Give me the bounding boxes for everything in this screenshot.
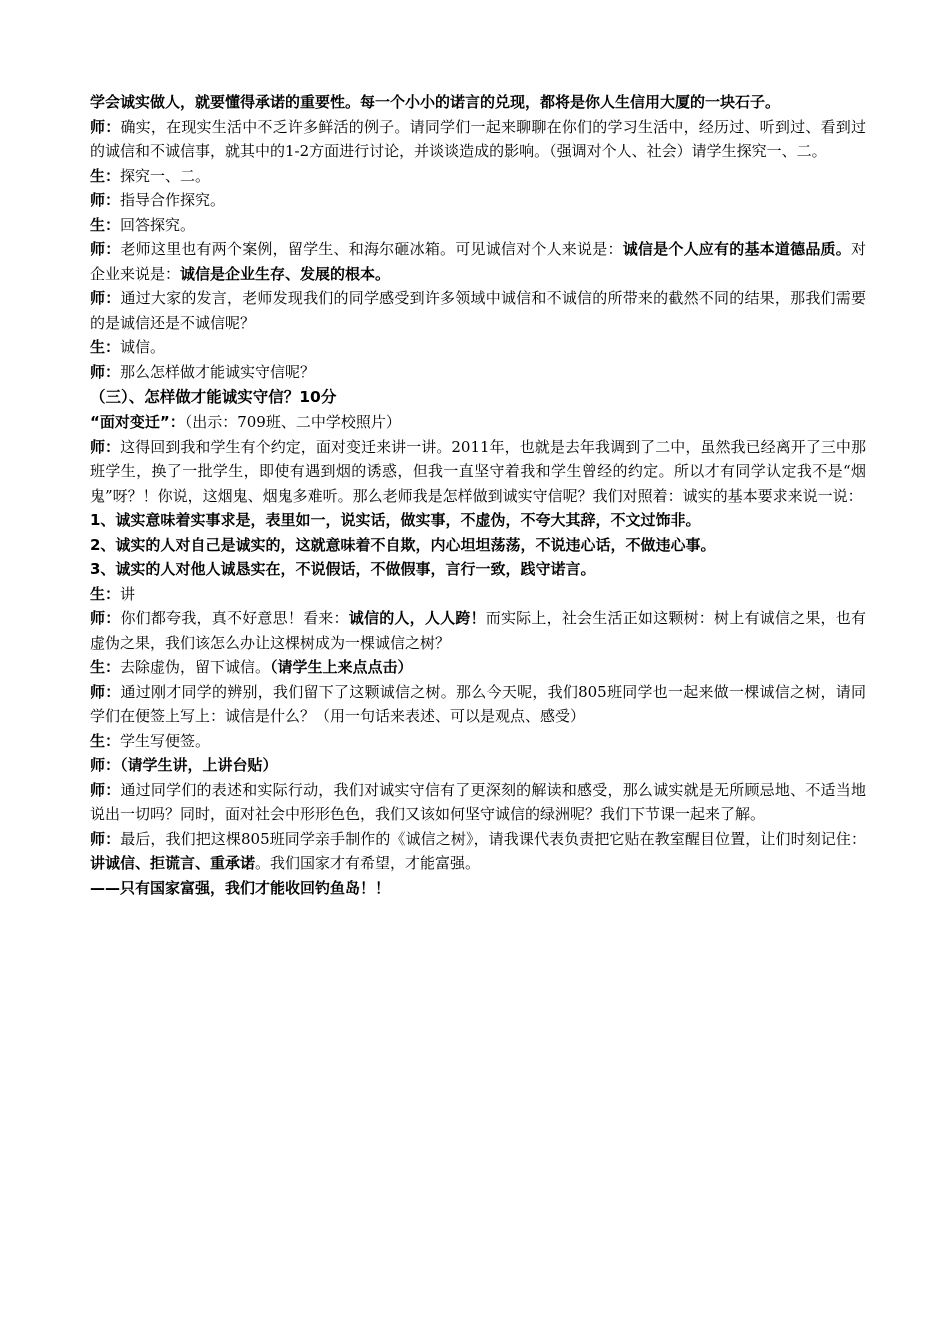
- bold-text: 2、诚实的人对自己是诚实的，这就意味着不自欺，内心坦坦荡荡，不说违心话，不做违心事。: [90, 535, 716, 554]
- paragraph: [90, 213, 866, 238]
- paragraph: [90, 286, 866, 335]
- paragraph: [90, 778, 866, 827]
- body-text: 你们都夸我，真不好意思！看来：: [120, 609, 349, 627]
- paragraph: [90, 582, 866, 607]
- bold-text: （请学生上来点点击）: [270, 658, 413, 676]
- body-text: 那么怎样做才能诚实守信呢？: [120, 362, 316, 381]
- body-text: 老师这里也有两个案例，留学生、和海尔砸冰箱。可见诚信对个人来说是：: [120, 240, 623, 258]
- body-text: 讲: [120, 584, 136, 603]
- body-text: 最后，我们把这棵805班同学亲手制作的《诚信之树》，请我课代表负责把它贴在教室醒目位置，让们时刻记住：: [120, 829, 866, 848]
- bold-text: 师：: [90, 191, 121, 209]
- bold-text: 诚信的人，人人跨！: [348, 609, 486, 627]
- bold-text: 生：: [90, 731, 121, 750]
- body-text: 。我们国家才有希望，才能富强。: [255, 854, 481, 872]
- bold-text: 1、诚实意味着实事求是，表里如一，说实话，做实事，不虚伪，不夸大其辞，不文过饰非。: [90, 511, 701, 529]
- paragraph: [90, 360, 866, 385]
- bold-text: 诚信是个人应有的基本道德品质。: [622, 240, 851, 258]
- body-text: （出示：709班、二中学校照片）: [184, 413, 401, 431]
- bold-text: 生：: [90, 658, 121, 676]
- paragraph: [90, 508, 866, 533]
- paragraph: [90, 655, 866, 680]
- bold-text: 师：: [90, 829, 121, 848]
- bold-text: 生：: [90, 584, 121, 603]
- paragraph: [90, 680, 866, 729]
- bold-text: 生：: [90, 338, 121, 356]
- bold-text: 3、诚实的人对他人诚恳实在，不说假话，不做假事，言行一致，践守诺言。: [90, 560, 596, 578]
- bold-text: 学会诚实做人，就要懂得承诺的重要性。每一个小小的诺言的兑现，都将是你人生信用大厦的一块石子。: [90, 93, 781, 111]
- document-body: [90, 90, 866, 900]
- bold-text: 诚信是企业生存、发展的根本。: [180, 264, 391, 283]
- body-text: 诚信。: [120, 338, 166, 356]
- paragraph: [90, 90, 866, 115]
- bold-text: 师：: [90, 240, 121, 258]
- paragraph: [90, 606, 866, 655]
- body-text: 而实际上，社会生活正如这颗树：树上有诚信之果，也有虚伪之果，我们该怎么办让这棵树成为一棵诚信之树？: [90, 609, 866, 652]
- bold-text: 生：: [90, 166, 121, 185]
- paragraph: [90, 876, 866, 901]
- bold-text: 生：: [90, 215, 121, 234]
- paragraph: [90, 557, 866, 582]
- bold-text: （三）、怎样做才能诚实守信？10分: [90, 388, 337, 406]
- bold-text: 师：: [90, 780, 121, 799]
- paragraph: [90, 237, 866, 286]
- body-text: 通过刚才同学的辨别，我们留下了这颗诚信之树。那么今天呢，我们805班同学也一起来做一棵诚信之树，请同学们在便签上写上：诚信是什么？（用一句话来表述、可以是观点、感受）: [90, 682, 866, 725]
- body-text: 探究一、二。: [120, 166, 211, 185]
- bold-text: 师：: [90, 437, 121, 456]
- paragraph: [90, 335, 866, 360]
- body-text: 通过大家的发言，老师发现我们的同学感受到许多领域中诚信和不诚信的所带来的截然不同的结果，那我们需要的是诚信还是不诚信呢？: [90, 289, 866, 332]
- body-text: 对企业来说是：: [90, 240, 866, 283]
- bold-text: 师：: [90, 289, 121, 307]
- paragraph: [90, 729, 866, 754]
- paragraph: [90, 164, 866, 189]
- body-text: 去除虚伪，留下诚信。: [120, 658, 271, 676]
- bold-text: 讲诚信、拒谎言、重承诺: [90, 854, 256, 872]
- paragraph: [90, 435, 866, 509]
- paragraph: [90, 533, 866, 558]
- body-text: 这得回到我和学生有个约定，面对变迁来讲一讲。2011年，也就是去年我调到了二中，虽然我已经离开了三中那班学生，换了一批学生，即使有遇到烟的诱惑，但我一直坚守着我和学生曾经的约定。所以才有同学认定我不是“烟鬼”呀？！你说，这烟鬼、烟鬼多难听。那么老师我是怎样做到诚实守信呢？我们对照着：诚实的基本要求来说一说：: [90, 437, 866, 505]
- bold-text: 师：: [90, 362, 121, 381]
- body-text: 确实，在现实生活中不乏许多鲜活的例子。请同学们一起来聊聊在你们的学习生活中，经历过、听到过、看到过的诚信和不诚信事，就其中的1-2方面进行讨论，并谈谈造成的影响。（强调对个人、社会）请学生探究一、二。: [90, 117, 866, 160]
- body-text: 指导合作探究。: [120, 191, 226, 209]
- paragraph: [90, 188, 866, 213]
- bold-text: ——只有国家富强，我们才能收回钓鱼岛！！: [90, 878, 391, 897]
- body-text: 回答探究。: [120, 215, 196, 234]
- paragraph: [90, 410, 866, 435]
- bold-text: 师：: [90, 609, 121, 627]
- bold-text: 师：（请学生讲，上讲台贴）: [90, 756, 278, 774]
- paragraph: [90, 115, 866, 164]
- section-heading: [90, 384, 866, 410]
- bold-text: 师：: [90, 682, 121, 701]
- body-text: 学生写便签。: [120, 731, 211, 750]
- bold-text: “面对变迁”：: [90, 413, 185, 431]
- paragraph: [90, 753, 866, 778]
- bold-text: 师：: [90, 117, 121, 136]
- paragraph: [90, 827, 866, 876]
- body-text: 通过同学们的表述和实际行动，我们对诚实守信有了更深刻的解读和感受，那么诚实就是无所顾忌地、不适当地说出一切吗？同时，面对社会中形形色色，我们又该如何坚守诚信的绿洲呢？我们下节课一起来了解。: [90, 780, 866, 823]
